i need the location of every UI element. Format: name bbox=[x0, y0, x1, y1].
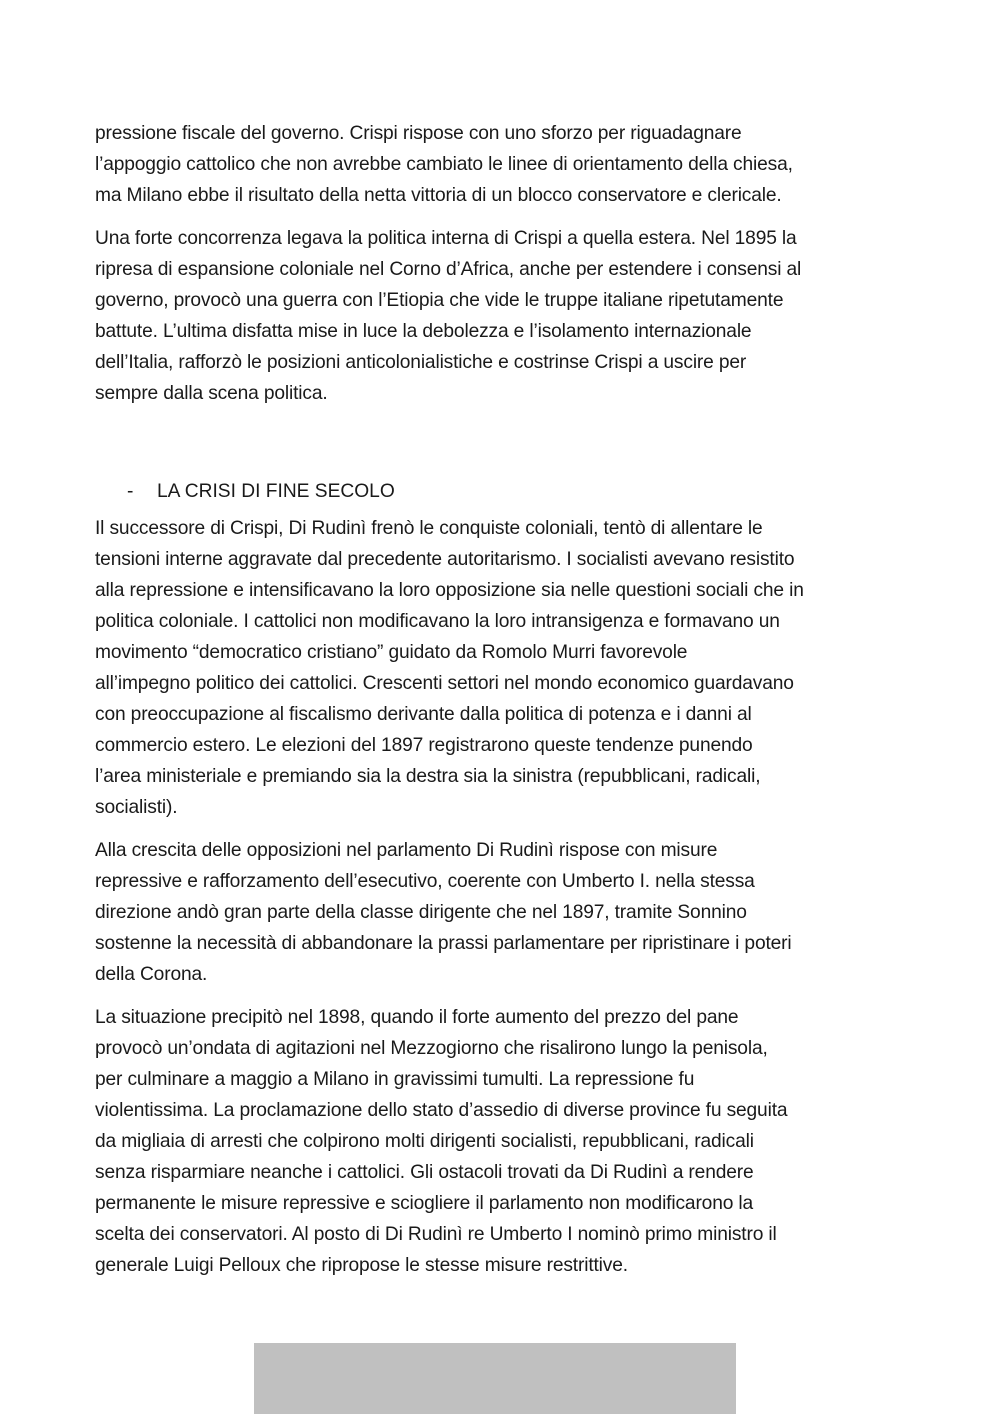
paragraph-line: con preoccupazione al fiscalismo derivante dalla politica di potenza e i danni al bbox=[95, 704, 752, 725]
paragraph-line: per culminare a maggio a Milano in gravissimi tumulti. La repressione fu bbox=[95, 1069, 695, 1090]
paragraph-line: ripresa di espansione coloniale nel Corno d’Africa, anche per estendere i consensi al bbox=[95, 259, 802, 280]
paragraph-line: socialisti). bbox=[95, 797, 178, 818]
paragraph-line: dell’Italia, rafforzò le posizioni anticolonialistiche e costrinse Crispi a uscire per bbox=[95, 352, 747, 373]
section-bullet: - bbox=[127, 481, 134, 502]
paragraph-line: direzione andò gran parte della classe dirigente che nel 1897, tramite Sonnino bbox=[95, 902, 747, 923]
paragraph-line: tensioni interne aggravate dal precedente autoritarismo. I socialisti avevano resistito bbox=[95, 549, 795, 570]
paragraph-line: senza risparmiare neanche i cattolici. Gli ostacoli trovati da Di Rudinì a rendere bbox=[95, 1162, 754, 1183]
paragraph-line: da migliaia di arresti che colpirono molti dirigenti socialisti, repubblicani, radicali bbox=[95, 1131, 754, 1152]
paragraph-line: all’impegno politico dei cattolici. Crescenti settori nel mondo economico guardavano bbox=[95, 673, 794, 694]
paragraph-line: sostenne la necessità di abbandonare la prassi parlamentare per ripristinare i poteri bbox=[95, 933, 792, 954]
paragraph-line: provocò un’ondata di agitazioni nel Mezzogiorno che risalirono lungo la penisola, bbox=[95, 1038, 768, 1059]
section-heading bbox=[95, 476, 907, 507]
paragraph bbox=[95, 223, 907, 409]
footer-gray-bar bbox=[254, 1343, 736, 1414]
paragraph bbox=[95, 118, 907, 211]
paragraph bbox=[95, 835, 907, 990]
paragraph-line: generale Luigi Pelloux che ripropose le stesse misure restrittive. bbox=[95, 1255, 628, 1276]
paragraph-line: Una forte concorrenza legava la politica interna di Crispi a quella estera. Nel 1895 la bbox=[95, 228, 797, 249]
paragraph-line: battute. L’ultima disfatta mise in luce la debolezza e l’isolamento internazionale bbox=[95, 321, 752, 342]
paragraph-line: repressive e rafforzamento dell’esecutivo, coerente con Umberto I. nella stessa bbox=[95, 871, 755, 892]
page-content bbox=[95, 118, 907, 1293]
paragraph-line: permanente le misure repressive e sciogliere il parlamento non modificarono la bbox=[95, 1193, 754, 1214]
paragraph-line: sempre dalla scena politica. bbox=[95, 383, 328, 404]
paragraph-line: Alla crescita delle opposizioni nel parlamento Di Rudinì rispose con misure bbox=[95, 840, 718, 861]
paragraph-line: scelta dei conservatori. Al posto di Di Rudinì re Umberto I nominò primo ministro il bbox=[95, 1224, 777, 1245]
paragraph-line: l’appoggio cattolico che non avrebbe cambiato le linee di orientamento della chiesa, bbox=[95, 154, 793, 175]
bottom-paragraphs bbox=[95, 513, 907, 1281]
top-paragraphs bbox=[95, 118, 907, 409]
paragraph-line: della Corona. bbox=[95, 964, 208, 985]
paragraph bbox=[95, 1002, 907, 1281]
paragraph-line: pressione fiscale del governo. Crispi rispose con uno sforzo per riguadagnare bbox=[95, 123, 742, 144]
paragraph-line: ma Milano ebbe il risultato della netta vittoria di un blocco conservatore e clericale. bbox=[95, 185, 782, 206]
paragraph bbox=[95, 513, 907, 823]
paragraph-line: violentissima. La proclamazione dello stato d’assedio di diverse province fu seguita bbox=[95, 1100, 788, 1121]
paragraph-line: l’area ministeriale e premiando sia la destra sia la sinistra (repubblicani, radicali, bbox=[95, 766, 761, 787]
section-title: LA CRISI DI FINE SECOLO bbox=[157, 481, 395, 502]
paragraph-line: commercio estero. Le elezioni del 1897 registrarono queste tendenze punendo bbox=[95, 735, 753, 756]
paragraph-line: alla repressione e intensificavano la loro opposizione sia nelle questioni sociali che in bbox=[95, 580, 804, 601]
paragraph-line: Il successore di Crispi, Di Rudinì frenò le conquiste coloniali, tentò di allentare le bbox=[95, 518, 763, 539]
paragraph-line: governo, provocò una guerra con l’Etiopia che vide le truppe italiane ripetutamente bbox=[95, 290, 784, 311]
paragraph-line: La situazione precipitò nel 1898, quando il forte aumento del prezzo del pane bbox=[95, 1007, 739, 1028]
paragraph-line: movimento “democratico cristiano” guidato da Romolo Murri favorevole bbox=[95, 642, 688, 663]
section-spacer bbox=[95, 421, 907, 476]
paragraph-line: politica coloniale. I cattolici non modificavano la loro intransigenza e formavano un bbox=[95, 611, 780, 632]
